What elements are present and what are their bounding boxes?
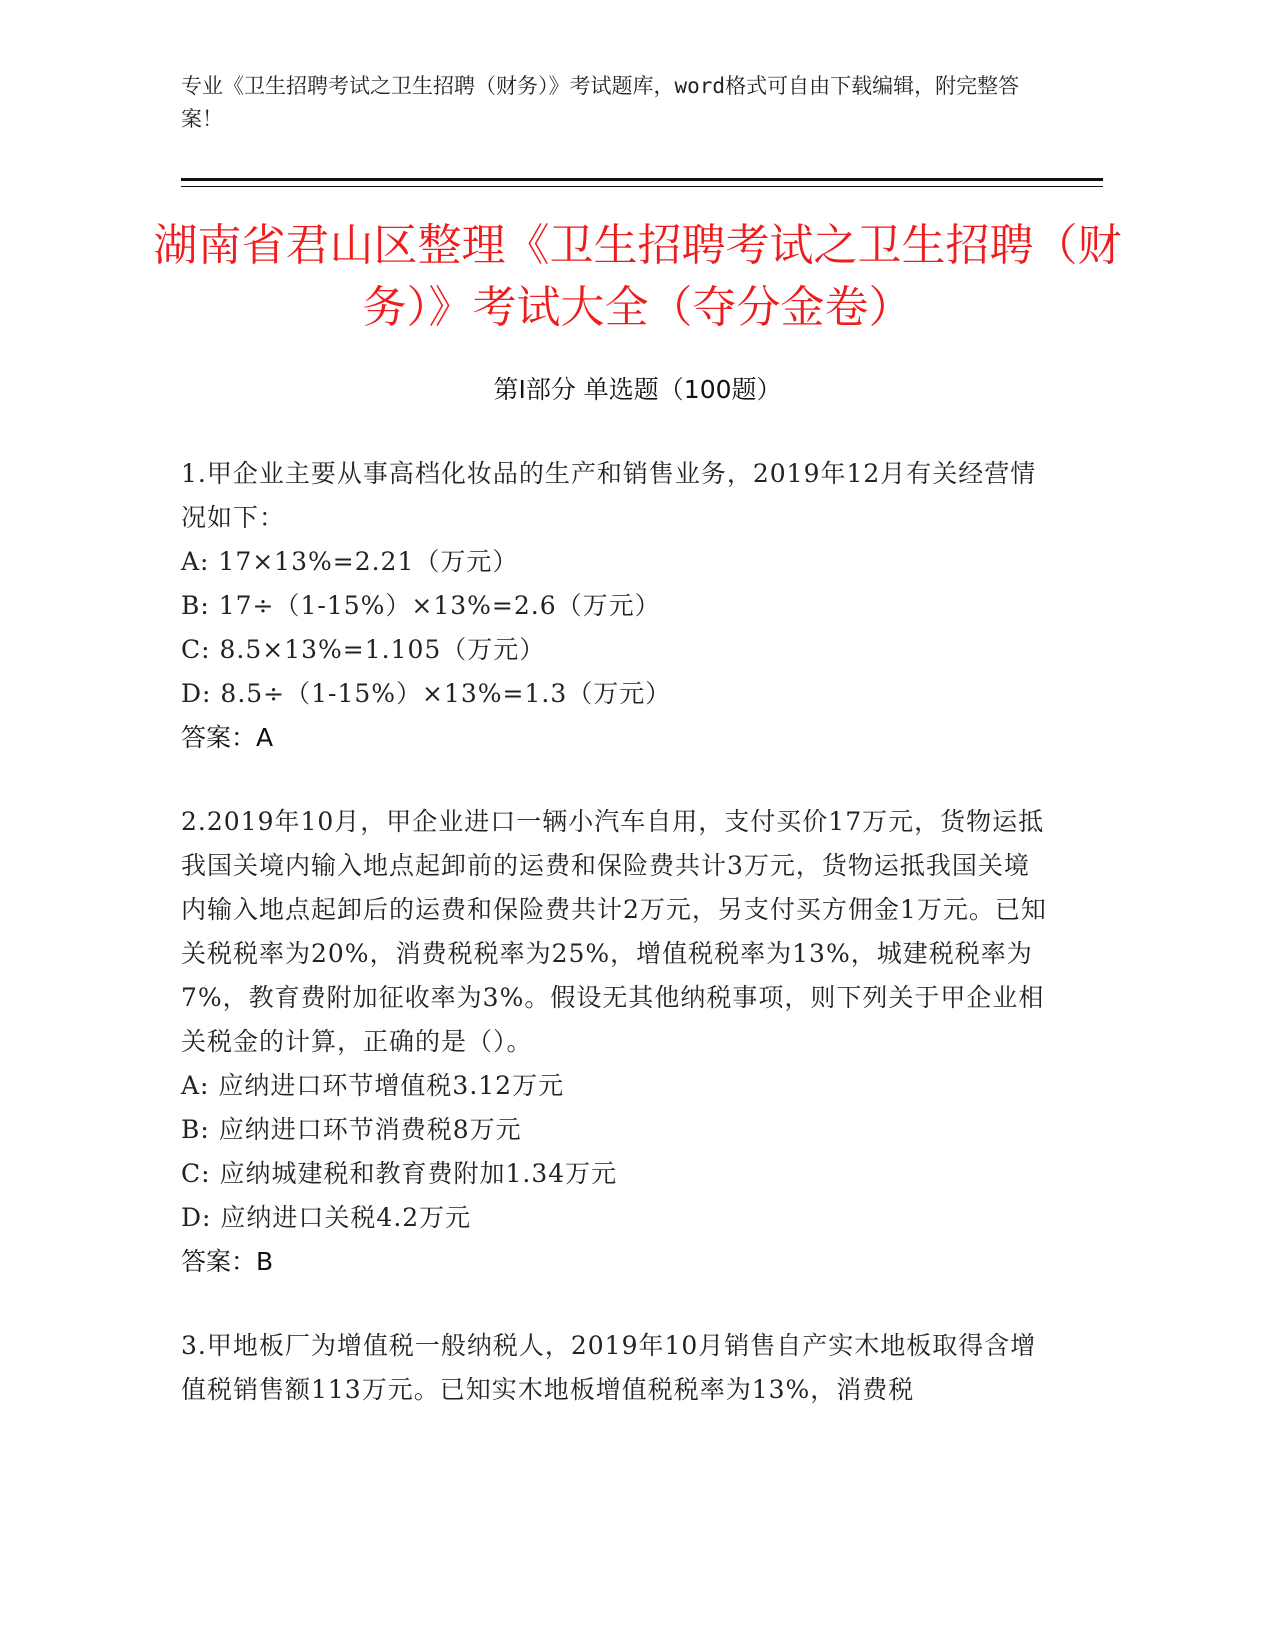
option-a: A: 17×13%=2.21（万元） [181, 547, 519, 576]
option-d: D: 8.5÷（1-15%）×13%=1.3（万元） [181, 679, 672, 708]
question-2 [181, 800, 1051, 1284]
question-stem: 1.甲企业主要从事高档化妆品的生产和销售业务，2019年12月有关经营情况如下： [181, 459, 1037, 532]
option-b: B: 应纳进口环节消费税8万元 [181, 1115, 522, 1144]
header-rule-thin [181, 186, 1103, 187]
question-list [181, 452, 1051, 1452]
question-3 [181, 1324, 1051, 1412]
section-title: 第Ⅰ部分 单选题（100题） [493, 375, 782, 404]
question-stem: 2.2019年10月，甲企业进口一辆小汽车自用，支付买价17万元，货物运抵我国关境内输入地点起卸前的运费和保险费共计3万元，货物运抵我国关境内输入地点起卸后的运费和保险费共计2万元，另支付买方佣金1万元。已知关税税率为20%，消费税税率为25%，增值税税率为13%，城建税税率为7%，教育费附加征收率为3%。假设无其他纳税事项，则下列关于甲企业相关税金的计算，正确的是（）。 [181, 807, 1047, 1056]
answer: 答案：B [181, 1247, 274, 1276]
document-title: 湖南省君山区整理《卫生招聘考试之卫生招聘（财务）》考试大全（夺分金卷） [153, 220, 1122, 333]
question-stem: 3.甲地板厂为增值税一般纳税人，2019年10月销售自产实木地板取得含增值税销售额113万元。已知实木地板增值税税率为13%，消费税 [181, 1331, 1037, 1404]
question-1 [181, 452, 1051, 760]
answer: 答案：A [181, 723, 274, 752]
header-rule-thick [181, 178, 1103, 181]
option-d: D: 应纳进口关税4.2万元 [181, 1203, 472, 1232]
option-c: C: 应纳城建税和教育费附加1.34万元 [181, 1159, 618, 1188]
option-c: C: 8.5×13%=1.105（万元） [181, 635, 546, 664]
header-note: 专业《卫生招聘考试之卫生招聘（财务）》考试题库，word格式可自由下载编辑，附完整答案！ [181, 74, 1020, 131]
option-a: A: 应纳进口环节增值税3.12万元 [181, 1071, 565, 1100]
option-b: B: 17÷（1-15%）×13%=2.6（万元） [181, 591, 661, 620]
